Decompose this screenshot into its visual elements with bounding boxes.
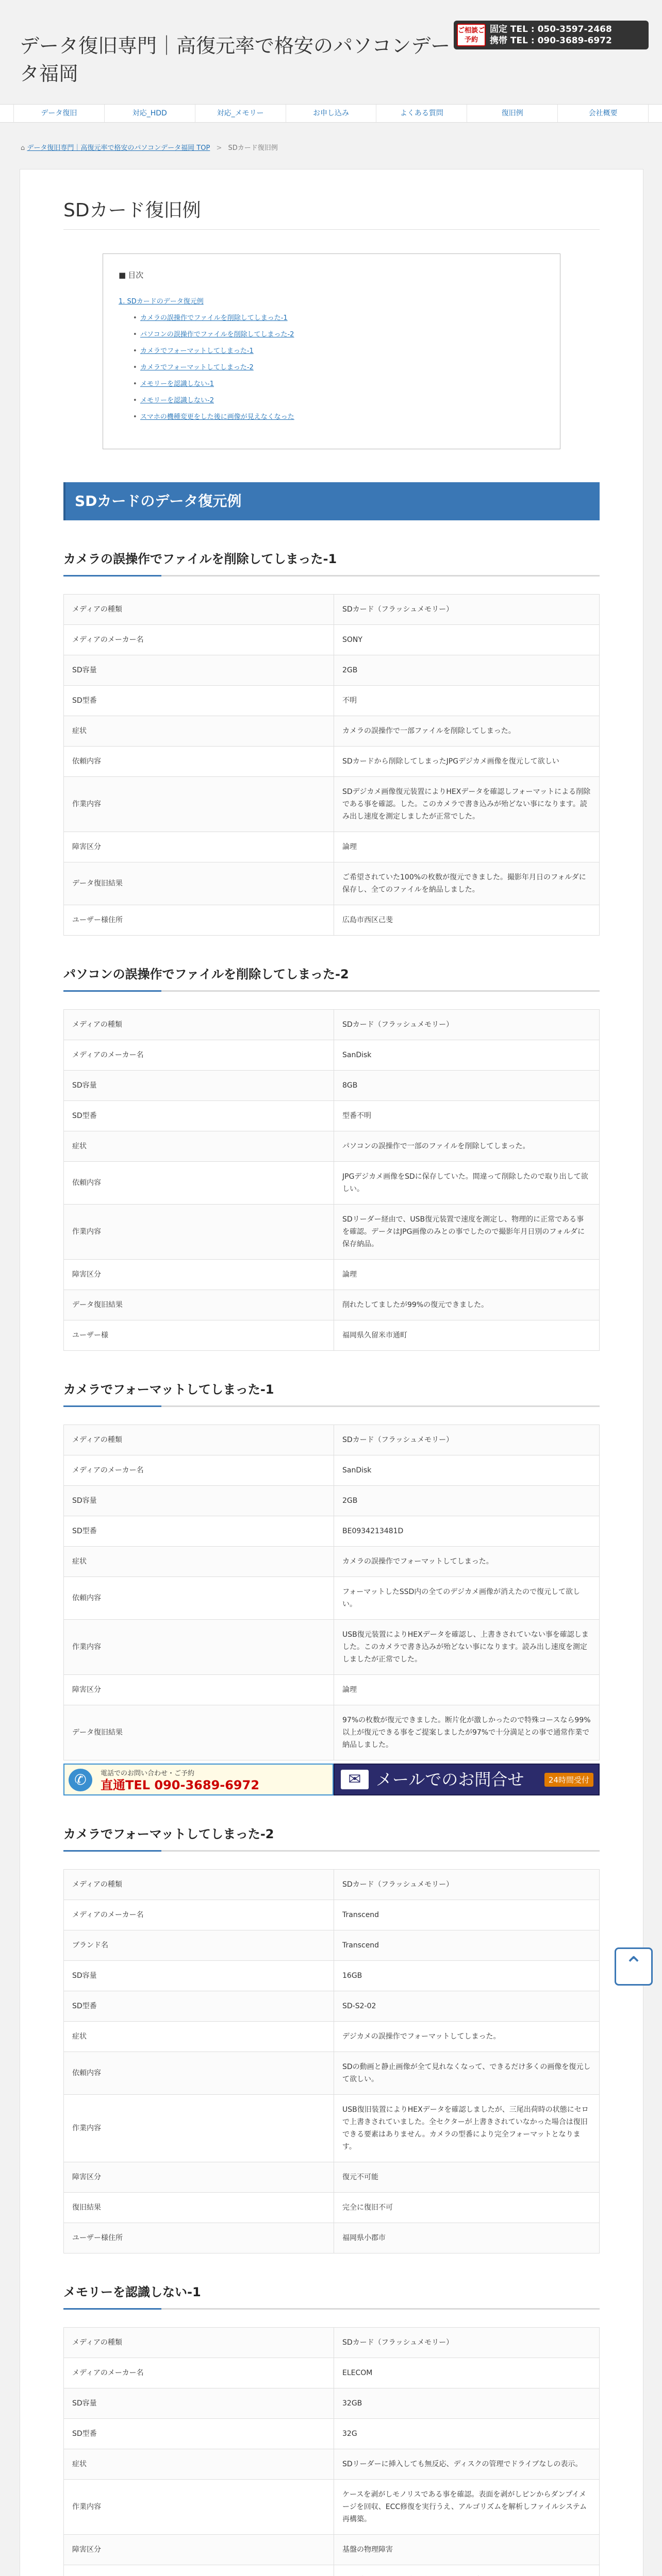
table-row: [64, 1620, 600, 1675]
breadcrumb-current: SDカード復旧例: [228, 144, 278, 152]
row-value: SDカード（フラッシュメモリー）: [334, 1010, 600, 1040]
breadcrumb-home[interactable]: データ復旧専門｜高復元率で格安のパソコンデータ福岡 TOP: [27, 144, 210, 152]
table-row: [64, 2419, 600, 2449]
table-row: [64, 2022, 600, 2052]
row-label: SD容量: [64, 1071, 334, 1101]
case-title: カメラの誤操作でファイルを削除してしまった-1: [63, 550, 600, 577]
nav-item-data-recovery[interactable]: データ復旧: [13, 105, 104, 122]
spec-table: [63, 594, 600, 936]
table-row: [64, 1961, 600, 1991]
row-label: ユーザー様: [64, 1320, 334, 1351]
row-label: 症状: [64, 716, 334, 747]
row-label: メディアのメーカー名: [64, 2358, 334, 2388]
row-label: 症状: [64, 2449, 334, 2480]
row-label: メディアの種類: [64, 2328, 334, 2358]
row-label: SD型番: [64, 1991, 334, 2022]
tel-banner[interactable]: [63, 1764, 334, 1795]
table-row: [64, 1991, 600, 2022]
table-row: [64, 2480, 600, 2535]
row-label: SD型番: [64, 1101, 334, 1131]
case-title: カメラでフォーマットしてしまった-2: [63, 1825, 600, 1852]
row-value: 2GB: [334, 655, 600, 686]
table-row: [64, 1900, 600, 1930]
row-label: ユーザー様住所: [64, 2223, 334, 2253]
row-value: SDカード（フラッシュメモリー）: [334, 2328, 600, 2358]
toc-sub-item[interactable]: • パソコンの誤操作でファイルを削除してしまった-2: [140, 327, 544, 343]
row-label: データ復旧結果: [64, 1705, 334, 1760]
table-row: [64, 625, 600, 655]
row-value: SDリーダー経由で、USB復元装置で速度を測定し、物理的に正常である事を確認。データはJPG画像のみとの事でしたので撮影年月日別のフォルダに保存納品。: [334, 1205, 600, 1260]
site-header: [0, 0, 662, 93]
row-label: メディアのメーカー名: [64, 625, 334, 655]
row-label: 復旧結果: [64, 2193, 334, 2223]
row-label: 障害区分: [64, 832, 334, 862]
landline-number[interactable]: 固定 TEL : 050-3597-2468: [490, 24, 612, 35]
table-row: [64, 2449, 600, 2480]
table-row: [64, 1930, 600, 1961]
table-row: [64, 716, 600, 747]
home-icon: ⌂: [21, 144, 25, 152]
row-value: SDカードから削除してしまったJPGデジカメ画像を復元して欲しい: [334, 747, 600, 777]
toc-main-link[interactable]: 1. SDカードのデータ復元例: [119, 298, 204, 306]
mail-banner-badge: 24時間受付: [544, 1773, 593, 1787]
table-row: [64, 1547, 600, 1577]
row-value: SDカード（フラッシュメモリー）: [334, 1425, 600, 1455]
table-row: [64, 1290, 600, 1320]
table-row: [64, 777, 600, 832]
table-row: [64, 1071, 600, 1101]
row-value: 福岡県久留米市通町: [334, 1320, 600, 1351]
row-value: 福岡県小郡市: [334, 2223, 600, 2253]
mail-icon: ✉: [341, 1770, 369, 1789]
row-label: SD容量: [64, 655, 334, 686]
global-nav: [0, 104, 662, 123]
row-value: カメラの誤操作でフォーマットしてしまった。: [334, 1547, 600, 1577]
row-value: カメラの誤操作で一部ファイルを削除してしまった。: [334, 716, 600, 747]
mail-banner-text: メールでのお問合せ: [376, 1770, 524, 1789]
row-value: 8GB: [334, 1071, 600, 1101]
nav-item-hdd[interactable]: 対応_HDD: [104, 105, 195, 122]
spec-table: [63, 2327, 600, 2576]
table-row: [64, 1101, 600, 1131]
table-row: [64, 2565, 600, 2576]
table-row: [64, 655, 600, 686]
row-label: 作業内容: [64, 2480, 334, 2535]
row-label: SD容量: [64, 1961, 334, 1991]
row-value: 論理: [334, 1260, 600, 1290]
row-value: SanDisk: [334, 1040, 600, 1071]
case-title: メモリーを認識しない-1: [63, 2283, 600, 2310]
row-value: 2GB: [334, 1486, 600, 1516]
breadcrumb-separator: >: [216, 144, 222, 152]
row-value: SONY: [334, 625, 600, 655]
row-label: メディアの種類: [64, 1870, 334, 1900]
toc-sub-item[interactable]: • カメラでフォーマットしてしまった-2: [140, 360, 544, 376]
case-section: [63, 550, 600, 936]
nav-item-examples[interactable]: 復旧例: [467, 105, 557, 122]
table-row: [64, 747, 600, 777]
phone-icon: ✆: [69, 1769, 92, 1791]
section-heading: SDカードのデータ復元例: [63, 482, 600, 520]
row-value: パソコンの誤操作で一部のファイルを削除してしまった。: [334, 1131, 600, 1162]
mail-banner[interactable]: [334, 1764, 600, 1795]
row-label: 作業内容: [64, 1205, 334, 1260]
row-label: メディアのメーカー名: [64, 1900, 334, 1930]
table-row: [64, 1705, 600, 1760]
table-row: [64, 1870, 600, 1900]
spec-table: [63, 1869, 600, 2253]
row-value: USB復元装置によりHEXデータを確認し、上書きされていない事を確認しました。このカメラで書き込みが殆どない事になります。読み出し速度を測定しましたが正常でした。: [334, 1620, 600, 1675]
row-value: SDカード（フラッシュメモリー）: [334, 1870, 600, 1900]
chevron-up-icon: ⌃: [624, 1952, 643, 1978]
row-value: JPGデジカメ画像をSDに保存していた。間違って削除したので取り出して欲しい。: [334, 1162, 600, 1205]
row-value: 削れたしてましたが99%の復元できました。: [334, 1290, 600, 1320]
row-label: メディアの種類: [64, 1425, 334, 1455]
table-of-contents: [103, 253, 560, 449]
table-row: [64, 2223, 600, 2253]
table-row: [64, 832, 600, 862]
row-label: メディアのメーカー名: [64, 1040, 334, 1071]
row-label: SD容量: [64, 2388, 334, 2419]
row-value: ご希望されていた100%の枚数が復元できました。撮影年月日のフォルダに保存し、全てのファイルを納品しました。: [334, 862, 600, 905]
toc-sub-item[interactable]: • スマホの機種変更をした後に画像が見えなくなった: [140, 409, 544, 426]
row-label: 障害区分: [64, 1675, 334, 1705]
row-label: 依頼内容: [64, 1162, 334, 1205]
row-value: SDデジカメ画像復元装置によりHEXデータを確認しフォーマットによる削除である事を確認。した。このカメラで書き込みが殆どない事になります。読み出し速度を測定しましたが正常でした。: [334, 777, 600, 832]
table-row: [64, 1320, 600, 1351]
back-to-top-button[interactable]: [615, 1947, 653, 1986]
contact-banner: [63, 1764, 600, 1795]
table-row: [64, 1131, 600, 1162]
table-row: [64, 2162, 600, 2193]
row-label: ユーザー様住所: [64, 905, 334, 936]
row-value: 論理: [334, 1675, 600, 1705]
row-label: SD型番: [64, 2419, 334, 2449]
toc-sub-item[interactable]: • メモリーを認識しない-1: [140, 376, 544, 393]
row-value: 不明: [334, 686, 600, 716]
case-title: カメラでフォーマットしてしまった-1: [63, 1381, 600, 1407]
table-row: [64, 1162, 600, 1205]
row-value: 32G: [334, 2419, 600, 2449]
nav-item-apply[interactable]: お申し込み: [286, 105, 376, 122]
mobile-number[interactable]: 携帯 TEL : 090-3689-6972: [490, 36, 612, 46]
nav-item-memory[interactable]: 対応_メモリー: [195, 105, 286, 122]
table-row: [64, 1455, 600, 1486]
row-value: SDカード（フラッシュメモリー）: [334, 595, 600, 625]
row-value: デジカメの誤操作でフォーマットしてしまった。: [334, 2022, 600, 2052]
row-label: 症状: [64, 1547, 334, 1577]
row-value: [334, 2565, 600, 2576]
row-value: ELECOM: [334, 2358, 600, 2388]
nav-item-company[interactable]: 会社概要: [557, 105, 649, 122]
contact-box[interactable]: [454, 21, 649, 49]
row-label: 障害区分: [64, 1260, 334, 1290]
row-value: USB復旧装置によりHEXデータを確認しましたが、三尾出荷時の状態にセロで上書きされていました。全セクターが上書きされていなかった場合は復旧できる要素はありません。カメラの型番により完全フォーマットとなります。: [334, 2095, 600, 2162]
toc-sub-item[interactable]: • カメラの誤操作でファイルを削除してしまった-1: [140, 310, 544, 327]
row-label: 症状: [64, 1131, 334, 1162]
case-list: [63, 550, 600, 2576]
table-row: [64, 2535, 600, 2565]
row-label: 障害区分: [64, 2162, 334, 2193]
contact-badge: ご相談ご予約: [457, 24, 486, 46]
row-label: メディアの種類: [64, 595, 334, 625]
table-row: [64, 595, 600, 625]
toc-list: [119, 294, 544, 426]
page-title: SDカード復旧例: [63, 199, 600, 230]
breadcrumb: [21, 142, 278, 152]
row-label: データ復旧結果: [64, 1290, 334, 1320]
row-value: 完全に復旧不可: [334, 2193, 600, 2223]
table-row: [64, 1040, 600, 1071]
row-value: 97%の枚数が復元できました。断片化が激しかったので特殊コースなら99%以上が復元できる事をご提案しましたが97%で十分満足との事で通常作業で納品しました。: [334, 1705, 600, 1760]
row-label: 依頼内容: [64, 2052, 334, 2095]
row-label: データ復旧結果: [64, 862, 334, 905]
table-row: [64, 1260, 600, 1290]
row-value: SanDisk: [334, 1455, 600, 1486]
toc-sub-item[interactable]: • メモリーを認識しない-2: [140, 393, 544, 409]
row-value: SDの動画と静止画像が全て見れなくなって、できるだけ多くの画像を復元して欲しい。: [334, 2052, 600, 2095]
case-section: [63, 965, 600, 1351]
row-label: 依頼内容: [64, 747, 334, 777]
table-row: [64, 2193, 600, 2223]
row-label: SD型番: [64, 1516, 334, 1547]
main-content: [20, 169, 643, 2576]
case-section: [63, 1825, 600, 2253]
row-value: Transcend: [334, 1900, 600, 1930]
row-label: SD容量: [64, 1486, 334, 1516]
table-row: [64, 1205, 600, 1260]
row-value: 32GB: [334, 2388, 600, 2419]
row-value: フォーマットしたSSD内の全てのデジカメ画像が消えたので復元して欲しい。: [334, 1577, 600, 1620]
tel-banner-caption: 電話でのお問い合わせ・ご予約: [101, 1770, 195, 1777]
row-value: 論理: [334, 832, 600, 862]
nav-item-faq[interactable]: よくある質問: [376, 105, 467, 122]
row-label: メディアのメーカー名: [64, 1455, 334, 1486]
table-row: [64, 2358, 600, 2388]
table-row: [64, 2095, 600, 2162]
row-value: BE0934213481D: [334, 1516, 600, 1547]
contact-lines: [490, 24, 612, 46]
table-row: [64, 1675, 600, 1705]
table-row: [64, 2388, 600, 2419]
row-value: SD-S2-02: [334, 1991, 600, 2022]
row-label: 症状: [64, 2022, 334, 2052]
row-label: [64, 2565, 334, 2576]
table-row: [64, 905, 600, 936]
row-label: メディアの種類: [64, 1010, 334, 1040]
row-label: ブランド名: [64, 1930, 334, 1961]
toc-title: ■ 目次: [119, 269, 544, 280]
row-value: 基盤の物理障害: [334, 2535, 600, 2565]
row-value: ケースを剥がしモノリスである事を確認。表面を剥がしピンからダンプイメージを回収、ECC修復を実行うえ、アルゴリズムを解析しファイルシステム再構築。: [334, 2480, 600, 2535]
table-row: [64, 2052, 600, 2095]
case-title: パソコンの誤操作でファイルを削除してしまった-2: [63, 965, 600, 992]
spec-table: [63, 1425, 600, 1760]
site-title[interactable]: データ復旧専門｜高復元率で格安のパソコンデータ福岡: [20, 35, 451, 85]
toc-sub-item[interactable]: • カメラでフォーマットしてしまった-1: [140, 343, 544, 360]
spec-table: [63, 1009, 600, 1351]
table-row: [64, 1577, 600, 1620]
row-value: 型番不明: [334, 1101, 600, 1131]
row-value: SDリーダーに挿入しても無反応、ディスクの管理でドライブなしの表示。: [334, 2449, 600, 2480]
table-row: [64, 1516, 600, 1547]
row-label: 障害区分: [64, 2535, 334, 2565]
case-section: [63, 1381, 600, 1795]
table-row: [64, 1425, 600, 1455]
row-value: 16GB: [334, 1961, 600, 1991]
table-row: [64, 686, 600, 716]
table-row: [64, 2328, 600, 2358]
row-label: SD型番: [64, 686, 334, 716]
row-label: 依頼内容: [64, 1577, 334, 1620]
row-label: 作業内容: [64, 2095, 334, 2162]
table-row: [64, 862, 600, 905]
tel-banner-number: 直通TEL 090-3689-6972: [101, 1778, 260, 1792]
toc-sub-list: [119, 310, 544, 426]
row-value: 復元不可能: [334, 2162, 600, 2193]
table-row: [64, 1010, 600, 1040]
case-section: [63, 2283, 600, 2576]
row-label: 作業内容: [64, 777, 334, 832]
row-label: 作業内容: [64, 1620, 334, 1675]
table-row: [64, 1486, 600, 1516]
row-value: 広島市西区己斐: [334, 905, 600, 936]
row-value: Transcend: [334, 1930, 600, 1961]
